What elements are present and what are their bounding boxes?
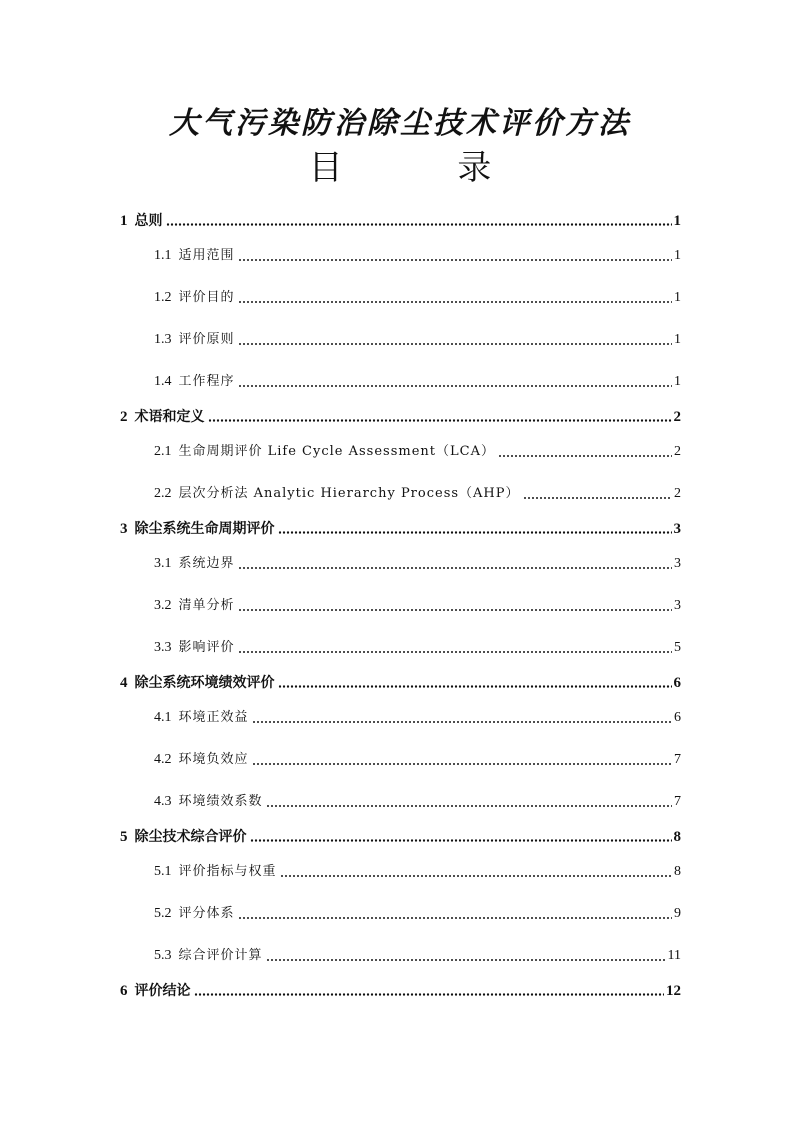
toc-entry-page: 1 [674, 248, 681, 263]
toc-entry-label: 环境负效应 [178, 752, 249, 767]
toc-entry[interactable] [154, 787, 681, 811]
toc-dot-leader [523, 497, 672, 499]
toc-entry[interactable] [154, 549, 681, 573]
toc-dot-leader [280, 875, 672, 877]
toc-dot-leader [252, 721, 672, 723]
toc-dot-leader [238, 917, 672, 919]
toc-entry-number: 3 [120, 521, 128, 537]
toc-entry[interactable] [154, 241, 681, 265]
toc-dot-leader [266, 805, 672, 807]
toc-entry-number: 1.3 [154, 332, 172, 347]
toc-dot-leader [278, 685, 672, 688]
toc-entry-label: 评分体系 [178, 906, 235, 921]
toc-entry-label: 环境正效益 [178, 710, 249, 725]
toc-entry-label: 生命周期评价 Life Cycle Assessment（LCA） [178, 444, 495, 459]
toc-entry-label: 总则 [134, 213, 163, 229]
toc-entry-number: 2 [120, 409, 128, 425]
toc-entry-label: 系统边界 [178, 556, 235, 571]
toc-entry-number: 1 [120, 213, 128, 229]
toc-entry-page: 6 [673, 675, 681, 691]
toc-entry[interactable] [154, 283, 681, 307]
toc-entry-page: 3 [673, 521, 681, 537]
toc-entry-label: 除尘系统生命周期评价 [134, 521, 275, 537]
toc-entry-label: 评价结论 [134, 983, 191, 999]
toc-heading: 目 录 [308, 148, 544, 188]
toc-entry[interactable] [120, 402, 681, 426]
toc-entry-number: 2.2 [154, 486, 172, 501]
toc-dot-leader [498, 455, 672, 457]
toc-entry[interactable] [154, 367, 681, 391]
toc-entry-label: 术语和定义 [134, 409, 205, 425]
toc-entry[interactable] [154, 591, 681, 615]
toc-entry[interactable] [154, 745, 681, 769]
toc-entry-page: 7 [674, 794, 681, 809]
toc-entry-number: 5.3 [154, 948, 172, 963]
toc-entry-page: 7 [674, 752, 681, 767]
toc-entry[interactable] [154, 857, 681, 881]
toc-entry-label: 除尘系统环境绩效评价 [134, 675, 275, 691]
toc-entry[interactable] [120, 514, 681, 538]
toc-entry-label: 环境绩效系数 [178, 794, 263, 809]
toc-dot-leader [238, 343, 672, 345]
toc-entry-number: 4.2 [154, 752, 172, 767]
toc-entry[interactable] [154, 479, 681, 503]
toc-entry-page: 2 [674, 444, 681, 459]
toc-entry[interactable] [154, 437, 681, 461]
toc-entry[interactable] [154, 941, 681, 965]
toc-dot-leader [250, 839, 672, 842]
toc-entry-number: 4.1 [154, 710, 172, 725]
toc-entry-number: 5 [120, 829, 128, 845]
toc-entry-number: 3.3 [154, 640, 172, 655]
toc-entry[interactable] [154, 703, 681, 727]
toc-dot-leader [166, 223, 672, 226]
toc-entry-page: 2 [674, 486, 681, 501]
toc-entry-page: 8 [673, 829, 681, 845]
toc-dot-leader [278, 531, 672, 534]
toc-entry-number: 6 [120, 983, 128, 999]
toc-entry-number: 1.2 [154, 290, 172, 305]
toc-entry-page: 8 [674, 864, 681, 879]
toc-entry-page: 12 [666, 983, 681, 999]
toc-entry-page: 5 [674, 640, 681, 655]
toc-entry-number: 1.1 [154, 248, 172, 263]
toc-entry-label: 清单分析 [178, 598, 235, 613]
toc-entry-page: 1 [674, 290, 681, 305]
toc-dot-leader [238, 385, 672, 387]
toc-entry-label: 适用范围 [178, 248, 235, 263]
toc-entry[interactable] [120, 976, 681, 1000]
toc-entry-number: 2.1 [154, 444, 172, 459]
document-title: 大气污染防治除尘技术评价方法 [169, 106, 631, 141]
toc-entry[interactable] [120, 668, 681, 692]
toc-entry-number: 4 [120, 675, 128, 691]
toc-entry-page: 6 [674, 710, 681, 725]
toc-entry-page: 11 [667, 948, 681, 963]
toc-entry-number: 5.2 [154, 906, 172, 921]
toc-entry[interactable] [120, 822, 681, 846]
toc-entry-page: 2 [673, 409, 681, 425]
toc-dot-leader [238, 301, 672, 303]
toc-entry[interactable] [154, 325, 681, 349]
toc-dot-leader [238, 567, 672, 569]
toc-entry-number: 1.4 [154, 374, 172, 389]
toc-entry-page: 9 [674, 906, 681, 921]
toc-entry-number: 3.1 [154, 556, 172, 571]
toc-entry-number: 5.1 [154, 864, 172, 879]
toc-entry[interactable] [120, 206, 681, 230]
toc-entry-page: 1 [674, 332, 681, 347]
toc-entry[interactable] [154, 633, 681, 657]
toc-entry-label: 评价指标与权重 [178, 864, 277, 879]
toc-entry-page: 1 [674, 374, 681, 389]
toc-entry-label: 层次分析法 Analytic Hierarchy Process（AHP） [178, 486, 520, 501]
toc-dot-leader [252, 763, 672, 765]
toc-dot-leader [238, 259, 672, 261]
toc-entry-page: 1 [673, 213, 681, 229]
toc-entry-number: 3.2 [154, 598, 172, 613]
toc-entry-label: 工作程序 [178, 374, 235, 389]
toc-dot-leader [194, 993, 665, 996]
toc-entry-label: 评价目的 [178, 290, 235, 305]
toc-entry-number: 4.3 [154, 794, 172, 809]
toc-entry-page: 3 [674, 598, 681, 613]
toc-dot-leader [266, 959, 666, 961]
toc-entry-label: 评价原则 [178, 332, 235, 347]
toc-dot-leader [238, 609, 672, 611]
toc-dot-leader [208, 419, 672, 422]
toc-entry-label: 影响评价 [178, 640, 235, 655]
toc-entry-label: 综合评价计算 [178, 948, 263, 963]
toc-entry[interactable] [154, 899, 681, 923]
toc-entry-page: 3 [674, 556, 681, 571]
toc-dot-leader [238, 651, 672, 653]
toc-entry-label: 除尘技术综合评价 [134, 829, 247, 845]
